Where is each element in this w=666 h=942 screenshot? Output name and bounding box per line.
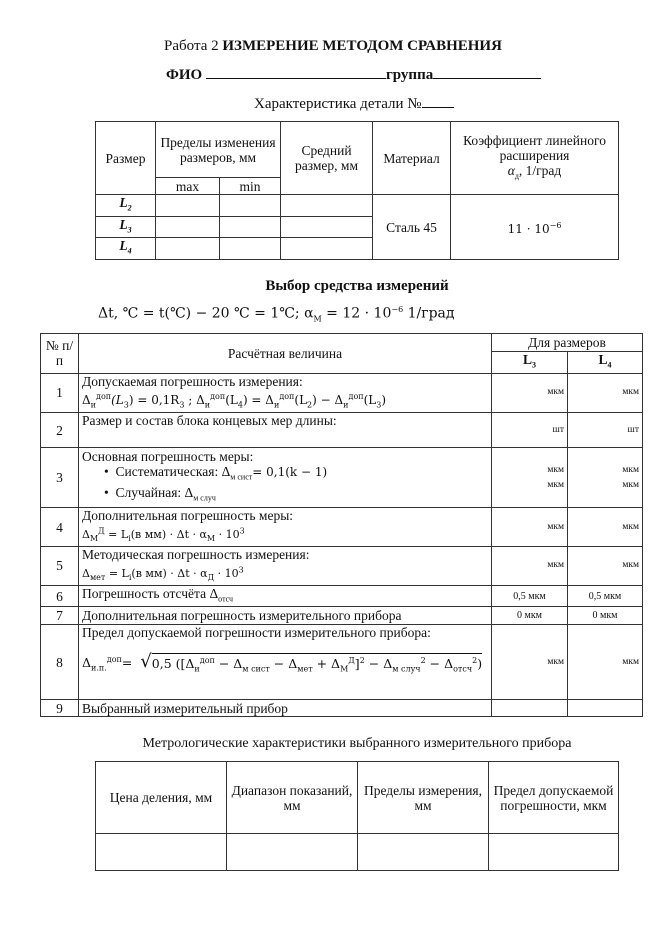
header-error-limit: Предел допускаемой погрешности, мкм: [489, 762, 619, 834]
formula-part: М: [340, 664, 349, 674]
formula-part: L: [598, 352, 608, 367]
formula-part: 2: [420, 655, 426, 665]
cell-l4[interactable]: мкм: [568, 508, 643, 547]
formula-part: M: [313, 314, 322, 324]
formula-part: мет: [297, 664, 313, 674]
formula-part: 3: [376, 400, 382, 410]
cell-l3[interactable]: мкм: [492, 625, 568, 700]
detail-label: Характеристика детали №: [254, 96, 422, 112]
formula-part: и: [204, 400, 211, 410]
header-l4: [568, 352, 643, 374]
row-number: 9: [41, 700, 79, 717]
formula-part: 4: [127, 247, 132, 257]
alpha-symbol: α: [507, 162, 515, 178]
header-size: Размер: [96, 122, 156, 195]
fio-line: [166, 67, 541, 84]
formula-part: 3: [238, 564, 244, 574]
header-num: № п/п: [41, 334, 79, 374]
formula-part: M: [206, 533, 216, 543]
formula-part: Д: [348, 655, 355, 665]
cell-division[interactable]: [96, 834, 227, 871]
row-label: [96, 238, 156, 260]
cell-error-limit[interactable]: [489, 834, 619, 871]
title-prefix: Работа 2: [164, 38, 219, 54]
formula-part: м сист: [230, 473, 253, 483]
formula-part: = 0,1(k − 1): [252, 465, 328, 480]
cell-l3[interactable]: [492, 448, 568, 508]
cell-l4[interactable]: шт: [568, 413, 643, 448]
formula-part: м случ: [193, 493, 216, 503]
formula-part: − Δ: [214, 655, 243, 671]
formula-part: 0,5 ([Δ: [151, 655, 195, 671]
formula-part: доп: [96, 391, 112, 401]
formula-part: = L: [105, 566, 129, 580]
formula-part: (L: [363, 392, 377, 407]
formula-part: 3: [127, 225, 132, 235]
cell-l3[interactable]: мкм: [492, 373, 568, 412]
header-min: min: [220, 178, 281, 195]
formula-part: Д: [98, 526, 105, 536]
cell-limits[interactable]: [358, 834, 489, 871]
formula-part: (в мм) · Δt · α: [131, 566, 208, 580]
row-number: 5: [41, 546, 79, 585]
formula-part: − Δ: [269, 655, 298, 671]
formula-part: Дополнительная погрешность меры:: [82, 508, 294, 524]
alpha-sub: д: [514, 171, 519, 181]
formula-part: мкм: [622, 464, 640, 475]
formula-part: доп: [210, 391, 226, 401]
row-label: [96, 195, 156, 217]
instrument-error-formula: $\Delta_{и.п.}^{доп}= √0,5$ $([\Delta_и^{доп} - \Delta_{м сист} - \Delta_{мет} + \Delta_М^Д]^2 - \Delta_{м случ}^2 - \Delta_{отсч}^2)$: [82, 651, 483, 674]
formula-part: Допускаемая погрешность измерения:: [82, 373, 303, 389]
formula-part: = L: [104, 527, 129, 541]
selection-table: [40, 333, 643, 717]
section-title-selection: Выбор средства измерений: [265, 278, 449, 294]
formula-part: м сист: [242, 664, 270, 674]
row-number: 8: [41, 625, 79, 700]
header-range: Диапазон показаний, мм: [227, 762, 358, 834]
formula-part: 1/град: [403, 305, 455, 322]
formula-part: 3: [239, 526, 245, 536]
formula-part: (L: [111, 392, 124, 407]
formula-part: и: [343, 400, 349, 410]
formula-part: 4: [607, 360, 612, 370]
table-row: [41, 607, 643, 625]
formula-part: Методическая погрешность измерения:: [82, 546, 310, 562]
formula-part: Δ: [82, 527, 90, 541]
formula-part: (L: [294, 392, 308, 407]
cell-l4[interactable]: 0 мкм: [568, 607, 643, 625]
table-row: [41, 413, 643, 448]
formula-part: отсч: [453, 664, 473, 674]
header-material: Материал: [373, 122, 451, 195]
formula-part: i: [128, 533, 131, 543]
formula-part: Δ: [82, 392, 91, 407]
cell-mean[interactable]: [281, 195, 373, 217]
formula-part: (в мм) · Δt · α: [130, 527, 207, 541]
formula-part: 2: [472, 655, 478, 665]
header-coef: [451, 122, 619, 195]
row-text: Выбранный измерительный прибор: [79, 700, 492, 717]
formula-part: 3: [179, 400, 185, 410]
cell-l4[interactable]: [568, 700, 643, 717]
row-text: Размер и состав блока концевых мер длины:: [79, 413, 492, 448]
formula-part: L: [119, 195, 128, 210]
table-row: [41, 700, 643, 717]
cell-min[interactable]: [220, 216, 281, 238]
formula-part: 3: [123, 400, 129, 410]
header-for-sizes: Для размеров: [492, 334, 643, 352]
coef-label: Коэффициент линейного расширения: [463, 132, 606, 163]
formula-part: · 10: [214, 566, 239, 580]
formula-part: ): [381, 392, 387, 407]
formula-part: ): [477, 655, 483, 671]
formula-part: 2: [307, 400, 313, 410]
formula-part: Систематическая: Δ: [115, 464, 231, 480]
cell-mean[interactable]: [281, 216, 373, 238]
formula-part: ) = 0,1R: [128, 392, 180, 407]
cell-l3[interactable]: 0 мкм: [492, 607, 568, 625]
cell-max[interactable]: [156, 195, 220, 217]
cell-l3[interactable]: мкм: [492, 546, 568, 585]
formula-part: Д: [207, 572, 215, 582]
formula-part: 2: [359, 655, 365, 665]
formula-part: ]: [354, 655, 360, 671]
formula-part: 2: [127, 203, 132, 213]
row-text: [79, 625, 492, 700]
header-mean: Средний размер, мм: [281, 122, 373, 195]
row-text: Дополнительная погрешность измерительного прибора: [79, 607, 492, 625]
row-number: 1: [41, 373, 79, 412]
table-row: [41, 585, 643, 607]
formula-part: − Δ: [425, 655, 454, 671]
formula-part: м случ: [392, 664, 421, 674]
table-row: [41, 625, 643, 700]
cell-l4[interactable]: 0,5 мкм: [568, 585, 643, 607]
formula-part: мкм: [622, 479, 640, 490]
formula-part: доп: [199, 655, 215, 665]
cell-l4[interactable]: мкм: [568, 373, 643, 412]
formula-part: мкм: [547, 464, 564, 475]
formula-part: Δ: [82, 566, 90, 580]
formula-part: доп: [106, 655, 122, 665]
section-title-metrology: Метрологические характеристики выбранного измерительного прибора: [142, 736, 572, 751]
formula-part: i: [128, 572, 132, 582]
formula-part: и: [273, 400, 280, 410]
formula-part: Предел допускаемой погрешности измерительного прибора:: [82, 625, 431, 641]
formula-part: ; Δ: [184, 392, 205, 407]
row-text: [79, 508, 492, 547]
table-row: [41, 546, 643, 585]
cell-mean[interactable]: [281, 238, 373, 260]
formula-part: 4: [237, 400, 243, 410]
formula-part: · 10: [215, 527, 240, 541]
cell-l4[interactable]: [568, 448, 643, 508]
fio-label: ФИО: [166, 67, 203, 83]
formula-part: = 12 · 10: [321, 305, 392, 322]
fio-blank[interactable]: [206, 78, 386, 79]
row-number: 6: [41, 585, 79, 607]
formula-part: и: [194, 664, 200, 674]
detail-table: [95, 121, 619, 260]
cell-min[interactable]: [220, 195, 281, 217]
formula-part: −6: [549, 220, 562, 230]
table-row: [41, 448, 643, 508]
cell-l3[interactable]: шт: [492, 413, 568, 448]
cell-max[interactable]: [156, 238, 220, 260]
group-blank[interactable]: [433, 78, 541, 79]
formula-part: Δ: [82, 655, 92, 671]
cell-min[interactable]: [220, 238, 281, 260]
material-value: Сталь 45: [373, 195, 451, 260]
header-division: Цена деления, мм: [96, 762, 227, 834]
formula-part: L: [119, 238, 128, 254]
page-title: [0, 38, 666, 55]
formula-part: 11 · 10: [507, 221, 550, 236]
formula-part: + Δ: [312, 655, 341, 671]
table-row: [41, 373, 643, 412]
row-number: 3: [41, 448, 79, 508]
formula-part: М: [89, 533, 99, 543]
cell-l3[interactable]: [492, 700, 568, 717]
formula-part: мет: [89, 572, 106, 582]
formula-part: − Δ: [364, 655, 393, 671]
detail-line: [254, 96, 454, 113]
header-max: max: [156, 178, 220, 195]
row-label: [96, 216, 156, 238]
table-row: [41, 508, 643, 547]
row-number: 2: [41, 413, 79, 448]
formula-part: 3: [532, 360, 536, 370]
formula-part: −6: [391, 305, 404, 314]
cell-l3[interactable]: мкм: [492, 508, 568, 547]
formula-part: мкм: [547, 479, 564, 490]
formula-part: ) = Δ: [242, 392, 274, 407]
cell-l4[interactable]: мкм: [568, 546, 643, 585]
formula-part: Δt, ℃ = t(℃) − 20 ℃ = 1℃; α: [98, 305, 314, 322]
cell-l3[interactable]: 0,5 мкм: [492, 585, 568, 607]
title-bold: ИЗМЕРЕНИЕ МЕТОДОМ СРАВНЕНИЯ: [222, 38, 502, 54]
header-l3: [492, 352, 568, 374]
coef-unit: , 1/град: [518, 162, 562, 178]
formula-part: доп: [279, 391, 295, 401]
formula-part: и: [90, 400, 97, 410]
formula-part: Основная погрешность меры:: [82, 449, 254, 465]
row-number: 4: [41, 508, 79, 547]
formula-part: (L: [225, 392, 238, 407]
row-text: [79, 585, 492, 607]
cell-max[interactable]: [156, 216, 220, 238]
detail-number-blank[interactable]: [422, 107, 454, 108]
header-limits: Пределы изменения размеров, мм: [156, 122, 281, 178]
row-text: [79, 373, 492, 412]
formula-part: L: [119, 216, 128, 232]
formula-part: L: [522, 352, 532, 367]
formula-part: =: [121, 655, 133, 671]
formula-part: Погрешность отсчёта Δ: [82, 585, 219, 601]
cell-l4[interactable]: мкм: [568, 625, 643, 700]
formula-part: доп: [348, 391, 364, 401]
formula-part: и.п.: [91, 664, 107, 674]
header-value: Расчётная величина: [79, 334, 492, 374]
formula-part: Случайная: Δ: [115, 485, 194, 501]
metrology-table: [95, 761, 619, 871]
header-limits: Пределы измерения, мм: [358, 762, 489, 834]
cell-range[interactable]: [227, 834, 358, 871]
coef-value: [451, 195, 619, 260]
conditions-formula: [98, 305, 455, 323]
row-text: Основная погрешность меры: • Систематическая: $\Delta_{м сист}= 0,1(k - 1)$ • Случайная: $\Delta_{м случ}$: [79, 448, 492, 508]
row-number: 7: [41, 607, 79, 625]
row-text: [79, 546, 492, 585]
group-label: группа: [385, 67, 434, 83]
formula-part: отсч: [218, 594, 234, 604]
formula-part: ) − Δ: [312, 392, 344, 407]
